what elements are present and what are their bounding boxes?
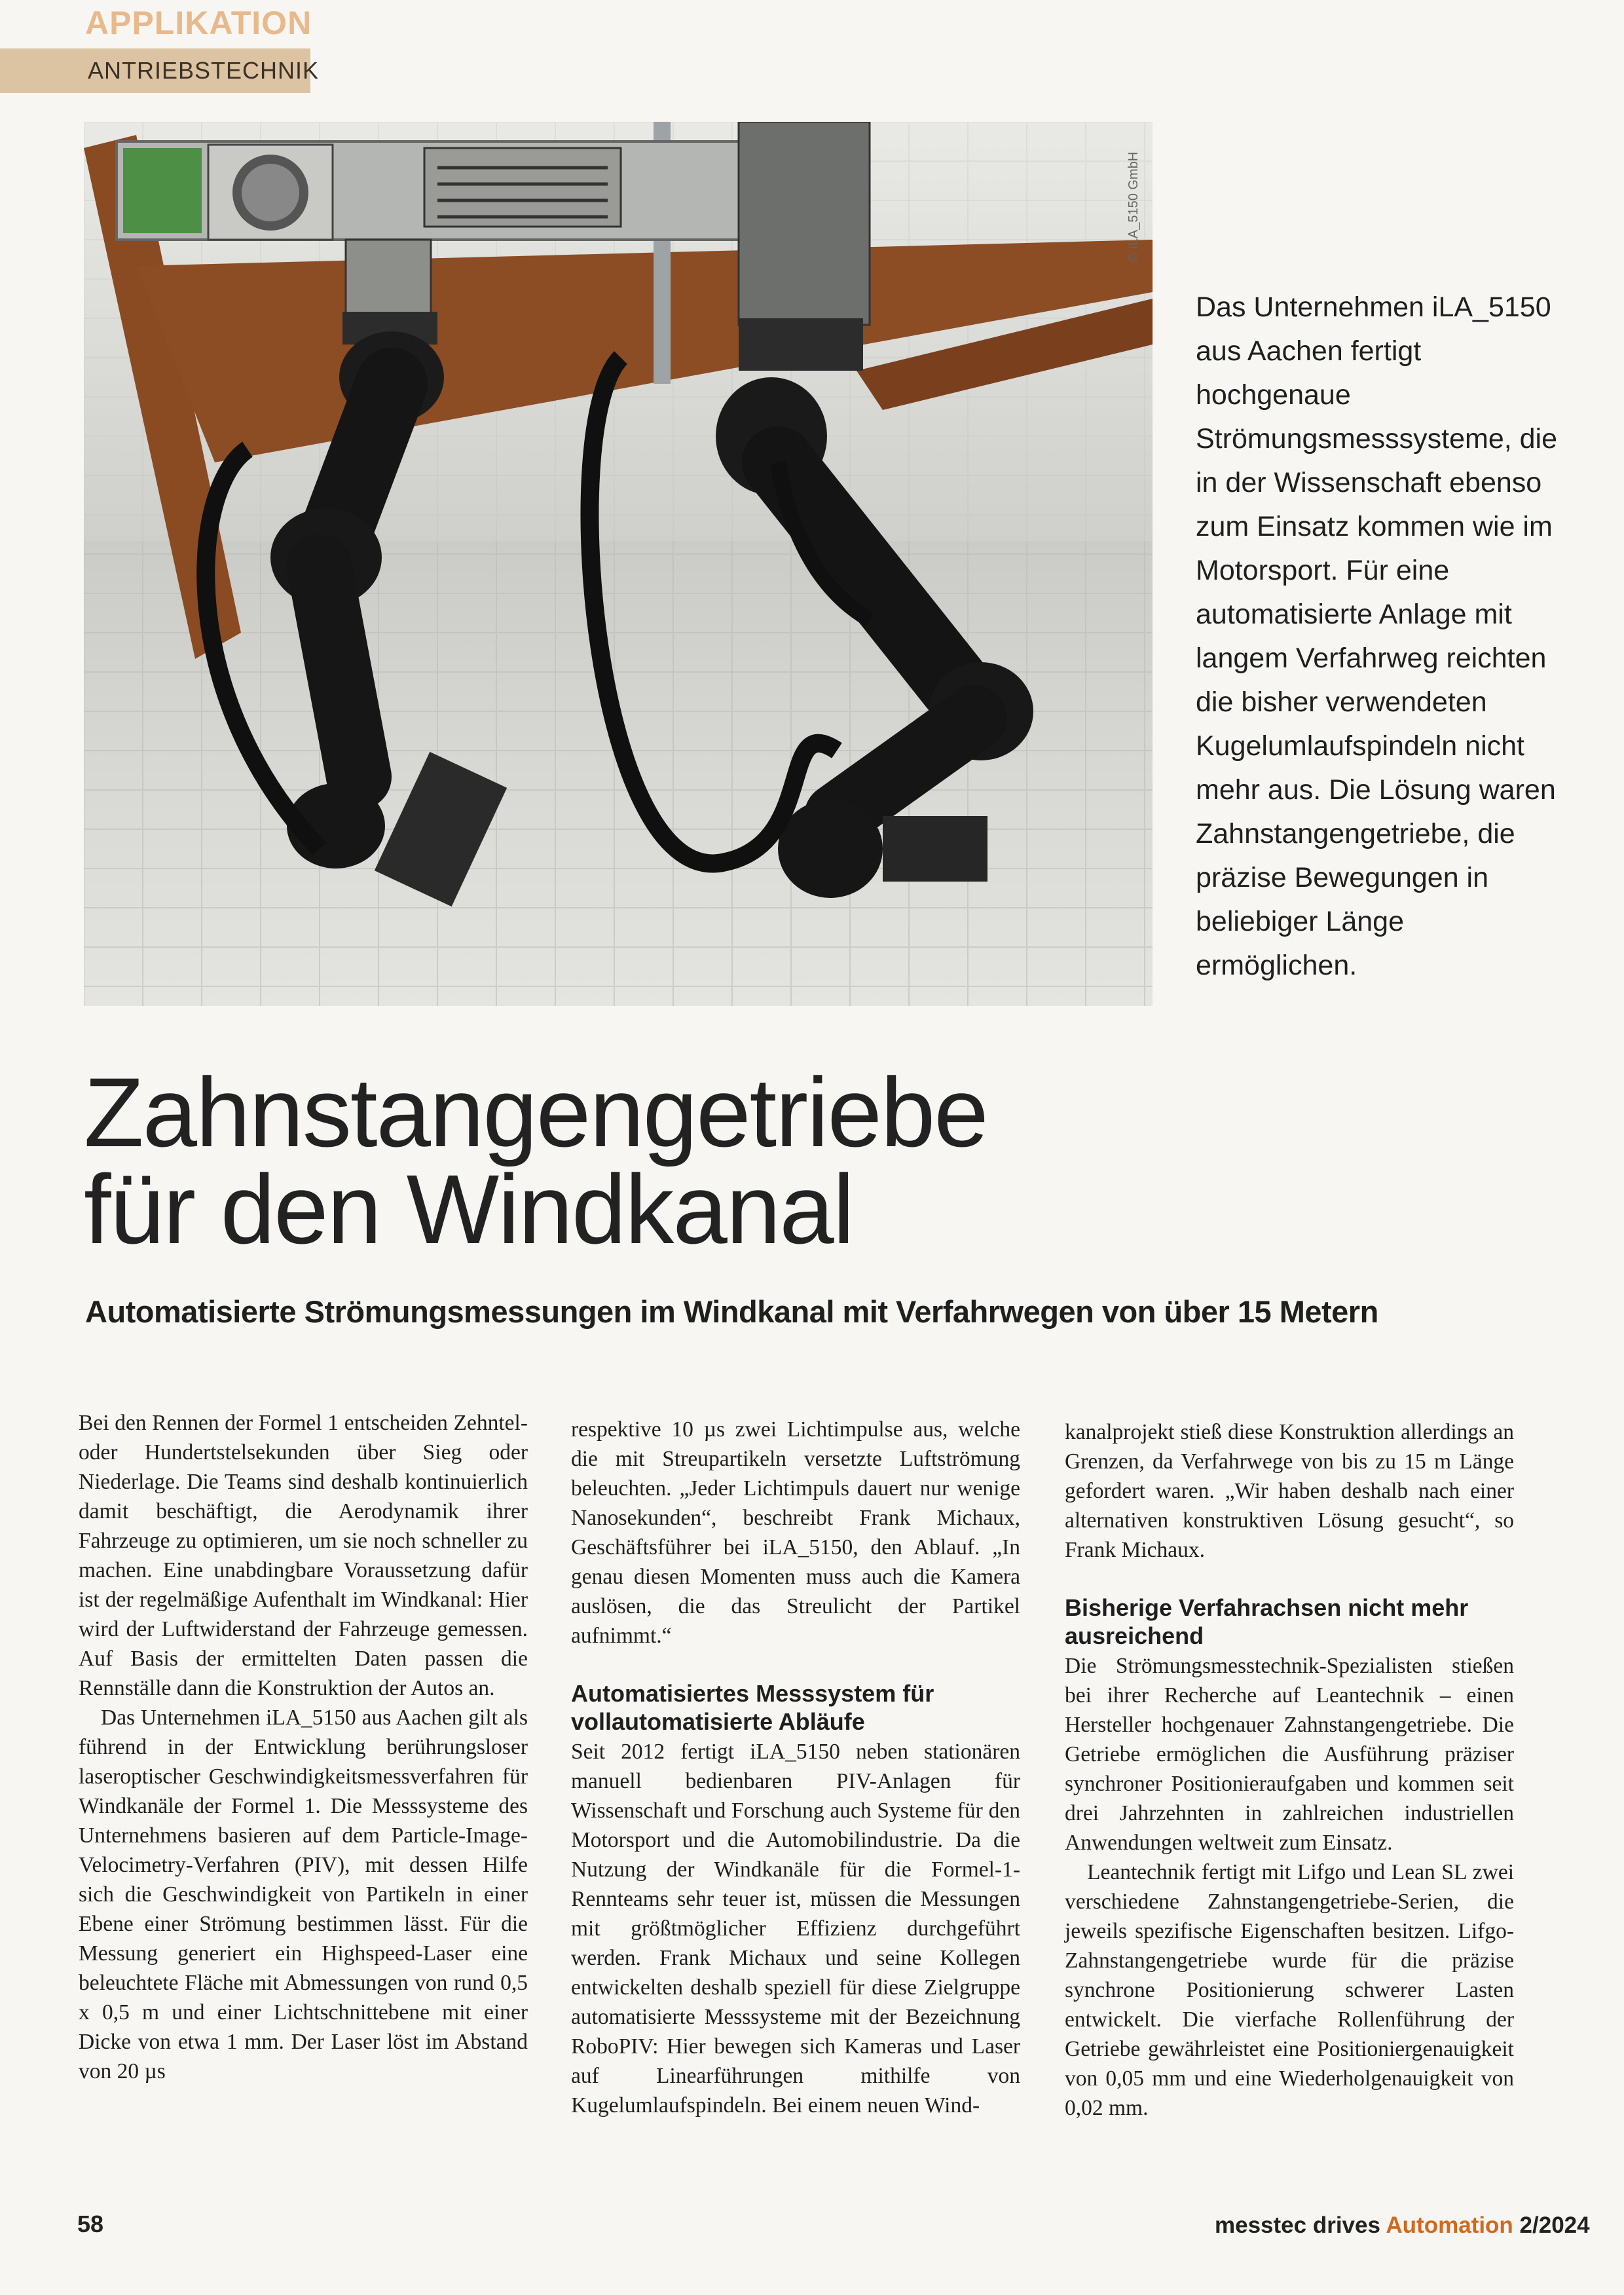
paragraph: Leantechnik fertigt mit Lifgo und Lean SL zwei verschiedene Zahnstangengetriebe-Serien, die jeweils spezifische Eigenschaften besitzen. Lifgo-Zahnstangengetriebe wurde für die präzise synchrone Positionierung schwerer Lasten entwickelt. Die vierfache Rollenführung der Getriebe gewährleistet eine Positioniergenauigkeit von 0,05 mm und eine Wiederholgenauigkeit von 0,02 mm.	[1065, 1860, 1514, 2120]
issue-number: 2/2024	[1519, 2212, 1590, 2238]
paragraph: kanalprojekt stieß diese Konstruktion allerdings an Grenzen, da Verfahrwege von bis zu 15 m Länge gefordert waren. „Wir haben deshalb nach einer alternativen konstruktiven Lösung gesucht“, so Frank Michaux.	[1065, 1420, 1514, 1562]
paragraph: Bei den Rennen der Formel 1 entscheiden Zehntel- oder Hundertstelsekunden über Sieg oder Niederlage. Die Teams sind deshalb kontinuierlich damit beschäftigt, die Aerodynamik ihrer Fahrzeuge zu optimieren, um sie noch schneller zu machen. Eine unabdingbare Voraussetzung dafür ist der regelmäßige Aufenthalt im Windkanal: Hier wird der Luftwiderstand der Fahrzeuge gemessen. Auf Basis der ermittelten Daten passen die Rennställe dann die Konstruktion der Autos an.	[79, 1411, 528, 1700]
page-number: 58	[77, 2211, 104, 2237]
category-bar: ANTRIEBSTECHNIK	[0, 48, 310, 93]
magazine-name: messtec drives	[1215, 2212, 1380, 2238]
paragraph: Die Strömungsmesstechnik-Spezialisten stießen bei ihrer Recherche auf Leantechnik – einen Hersteller hochgenauer Zahnstangengetriebe. Die Getriebe ermöglichen die Ausführung präziser synchroner Positionieraufgaben und kommen seit drei Jahrzehnten in zahlreichen industriellen Anwendungen weltweit zum Einsatz.	[1065, 1654, 1514, 1855]
body-column-3	[1065, 1417, 1514, 2123]
teaser-text: Das Unternehmen iLA_5150 aus Aachen fertigt hochgenaue Strömungsmesssysteme, die in der Wissenschaft ebenso zum Einsatz kommen wie im Motorsport. Für eine automatisierte Anlage mit langem Verfahrweg reichten die bisher verwendeten Kugelumlaufspindeln nicht mehr aus. Die Lösung waren Zahnstangengetriebe, die präzise Bewegungen in beliebiger Länge ermöglichen.	[1196, 291, 1558, 981]
section-label: APPLIKATION	[85, 5, 312, 41]
title-line-2: für den Windkanal	[84, 1154, 854, 1264]
paragraph: Das Unternehmen iLA_5150 aus Aachen gilt als führend in der Entwicklung berührungsloser laseroptischer Geschwindigkeitsmessverfahren für Windkanäle der Formel 1. Die Messsysteme des Unternehmens basieren auf dem Particle-Image-Velocimetry-Verfahren (PIV), mit dessen Hilfe sich die Geschwindigkeit von Partikeln in einer Ebene einer Strömung bestimmen lässt. Für die Messung generiert ein Highspeed-Laser eine beleuchtete Fläche mit Abmessungen von rund 0,5 x 0,5 m und einer Lichtschnittebene mit einer Dicke von etwa 1 mm. Der Laser löst im Abstand von 20 µs	[79, 1706, 528, 2083]
photo-credit: © iLA_5150 GmbH	[1126, 151, 1141, 262]
title-line-1: Zahnstangengetriebe	[84, 1057, 987, 1167]
paragraph: Seit 2012 fertigt iLA_5150 neben stationären manuell bedienbaren PIV-Anlagen für Wissenschaft und Forschung auch Systeme für den Motorsport und die Automobilindustrie. Da die Nutzung der Windkanäle für die Formel-1-Rennteams sehr teuer ist, müssen die Messungen mit größtmöglicher Effizienz durchgeführt werden. Frank Michaux und seine Kollegen entwickelten deshalb speziell für diese Zielgruppe automatisierte Messsysteme mit der Bezeichnung RoboPIV: Hier bewegen sich Kameras und Laser auf Linearführungen mithilfe von Kugelumlaufspindeln. Bei einem neuen Wind-	[571, 1740, 1020, 2118]
article-title	[84, 1057, 1524, 1264]
magazine-footer	[1215, 2212, 1590, 2239]
section-heading: Bisherige Verfahrachsen nicht mehr ausreichend	[1065, 1594, 1469, 1649]
magazine-accent: Automation	[1386, 2212, 1513, 2238]
body-column-1	[79, 1408, 528, 2086]
article-photo	[84, 122, 1153, 1006]
section-heading: Automatisiertes Messsystem für vollautomatisierte Abläufe	[571, 1680, 934, 1735]
paragraph: respektive 10 µs zwei Lichtimpulse aus, welche die mit Streupartikeln versetzte Luftströmung beleuchten. „Jeder Lichtimpuls dauert nur wenige Nanosekunden“, beschreibt Frank Michaux, Geschäftsführer bei iLA_5150, den Ablauf. „In genau diesen Momenten muss auch die Kamera auslösen, die das Streulicht der Partikel aufnimmt.“	[571, 1417, 1020, 1648]
body-column-2	[571, 1415, 1020, 2120]
article-subtitle: Automatisierte Strömungsmessungen im Windkanal mit Verfahrwegen von über 15 Metern	[85, 1294, 1378, 1329]
